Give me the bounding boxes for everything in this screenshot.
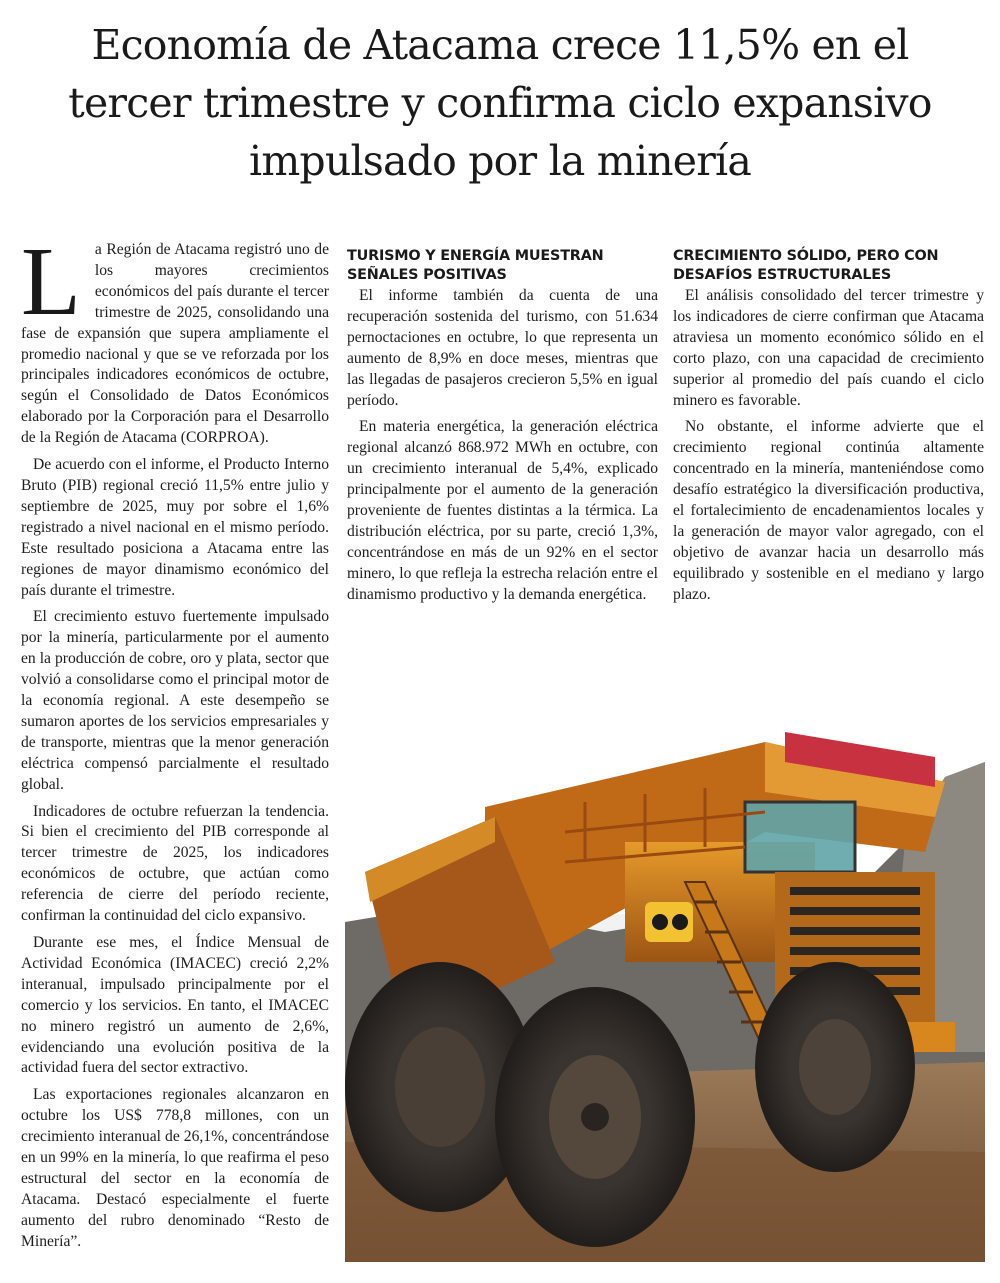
body-paragraph: El informe también da cuenta de una recuperación sostenida del turismo, con 51.634 pernoctaciones en octubre, lo que representa un aumento de 8,9% en doce meses, mientras que las llegadas de pasajeros crecieron 5,5% en igual período. — [347, 287, 658, 409]
body-paragraph: No obstante, el informe advierte que el crecimiento regional continúa altamente concentrado en la minería, manteniéndose como desafío estratégico la diversificación productiva, el fortalecimiento de encadenamientos locales y la generación de mayor valor agregado, con el objetivo de avanzar hacia un desarrollo más equilibrado y sostenible en el mediano y largo plazo. — [673, 418, 984, 603]
lead-paragraph-text: a Región de Atacama registró uno de los mayores crecimientos económicos del país durante el tercer trimestre de 2025, consolidando una fase de expansión que supera ampliamente el promedio nacional y que se ve reforzada por los principales indicadores económicos de octubre, según el Consolidado de Datos Económicos elaborado por la Corporación para el Desarrollo de la Región de Atacama (CORPROA). — [21, 241, 329, 447]
body-paragraph: De acuerdo con el informe, el Producto Interno Bruto (PIB) regional creció 11,5% entre julio y septiembre de 2025, muy por sobre el 1,6% registrado a nivel nacional en el mismo período. Este resultado posiciona a Atacama entre las regiones de mayor dinamismo económico del país durante el trimestre. — [21, 456, 329, 599]
body-paragraph: Durante ese mes, el Índice Mensual de Actividad Económica (IMACEC) creció 2,2% interanual, impulsado principalmente por el comercio y los servicios. En tanto, el IMACEC no minero registró un aumento de 2,6%, evidenciando una evolución positiva de la actividad fuera del sector extractivo. — [21, 934, 329, 1077]
article-column-2 — [347, 247, 658, 612]
body-paragraph: El análisis consolidado del tercer trimestre y los indicadores de cierre confirman que Atacama atraviesa un momento económico sólido en el corto plazo, con una capacidad de crecimiento superior al promedio del país cuando el ciclo minero es favorable. — [673, 287, 984, 409]
section-subhead-tourism-energy: TURISMO Y ENERGÍA MUESTRAN SEÑALES POSITIVAS — [347, 248, 604, 283]
article-column-1 — [21, 228, 329, 1259]
body-paragraph: Indicadores de octubre refuerzan la tendencia. Si bien el crecimiento del PIB corresponde al tercer trimestre de 2025, los indicadores económicos de octubre, que actúan como referencia de cierre del período reciente, confirman la continuidad del ciclo expansivo. — [21, 802, 329, 925]
body-paragraph: El crecimiento estuvo fuertemente impulsado por la minería, particularmente por el aumento en la producción de cobre, oro y plata, sector que volvió a consolidarse como el principal motor de la economía regional. A este desempeño se sumaron aportes de los servicios empresariales y de transporte, mientras que la menor generación eléctrica compensó parcialmente el resultado global. — [21, 608, 329, 793]
drop-cap: L — [21, 228, 81, 336]
article-headline: Economía de Atacama crece 11,5% en el tercer trimestre y confirma ciclo expansivo impulsado por la minería — [68, 21, 932, 185]
lead-paragraph — [21, 228, 329, 449]
mining-truck-photo — [345, 722, 985, 1262]
body-paragraph: Las exportaciones regionales alcanzaron en octubre los US$ 778,8 millones, con un crecimiento interanual de 26,1%, concentrándose en un 99% en la minería, lo que reafirma el peso estructural del sector en la economía de Atacama. Destacó especialmente el fuerte aumento del rubro denominado “Resto de Minería”. — [21, 1086, 329, 1250]
article-column-3 — [673, 247, 984, 612]
body-paragraph: En materia energética, la generación eléctrica regional alcanzó 868.972 MWh en octubre, con un crecimiento interanual de 5,4%, explicado principalmente por el aumento de la generación proveniente de fuentes distintas a la térmica. La distribución eléctrica, por su parte, creció 1,3%, concentrándose en más de un 92% en el sector minero, lo que refleja la estrecha relación entre el dinamismo productivo y la demanda energética. — [347, 418, 658, 603]
section-subhead-growth-challenges: CRECIMIENTO SÓLIDO, PERO CON DESAFÍOS ESTRUCTURALES — [673, 248, 939, 283]
